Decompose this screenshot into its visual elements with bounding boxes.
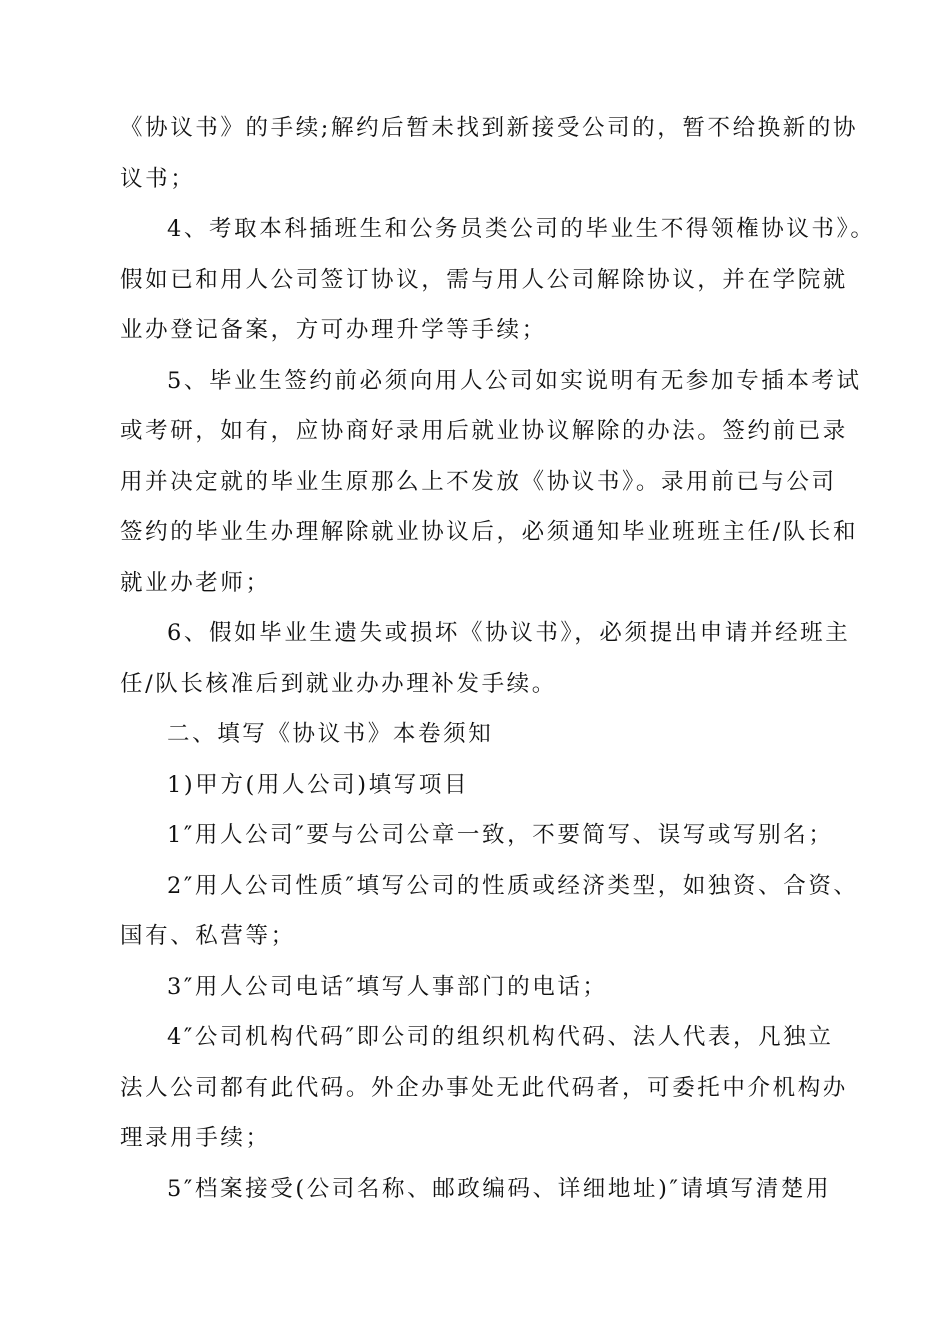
text-line: 国有、私营等； — [120, 923, 296, 949]
text-line: 1″用人公司″要与公司公章一致，不要简写、误写或写别名； — [167, 822, 834, 848]
text-line: 签约的毕业生办理解除就业协议后，必须通知毕业班班主任/队长和 — [120, 519, 859, 545]
text-line: 议书； — [120, 166, 196, 192]
text-line: 6、假如毕业生遗失或损坏《协议书》，必须提出申请并经班主 — [167, 620, 851, 646]
text-line: 任/队长核准后到就业办办理补发手续。 — [120, 671, 557, 697]
text-line: 5″档案接受(公司名称、邮政编码、详细地址)″请填写清楚用 — [167, 1176, 832, 1202]
text-line: 3″用人公司电话″填写人事部门的电话； — [167, 974, 608, 1000]
text-line: 业办登记备案，方可办理升学等手续； — [120, 317, 547, 343]
text-line: 2″用人公司性质″填写公司的性质或经济类型，如独资、合资、 — [167, 873, 859, 899]
text-line: 或考研，如有，应协商好录用后就业协议解除的办法。签约前已录 — [120, 418, 848, 444]
text-line: 法人公司都有此代码。外企办事处无此代码者，可委托中介机构办 — [120, 1075, 848, 1101]
section-heading: 二、填写《协议书》本卷须知 — [167, 721, 494, 747]
text-line: 4、考取本科插班生和公务员类公司的毕业生不得领権协议书》。 — [167, 216, 876, 242]
text-line: 就业办老师； — [120, 570, 271, 596]
text-line: 理录用手续； — [120, 1125, 271, 1151]
text-line: 用并决定就的毕业生原那么上不发放《协议书》。录用前已与公司 — [120, 469, 837, 495]
text-line: 4″公司机构代码″即公司的组织机构代码、法人代表，凡独立 — [167, 1024, 834, 1050]
subsection-heading: 1)甲方(用人公司)填写项目 — [167, 772, 470, 798]
text-line: 5、毕业生签约前必须向用人公司如实说明有无参加专插本考试 — [167, 368, 862, 394]
text-line: 假如已和用人公司签订协议，需与用人公司解除协议，并在学院就 — [120, 267, 848, 293]
text-line: 《协议书》的手续;解约后暂未找到新接受公司的，暂不给换新的协 — [120, 115, 859, 141]
